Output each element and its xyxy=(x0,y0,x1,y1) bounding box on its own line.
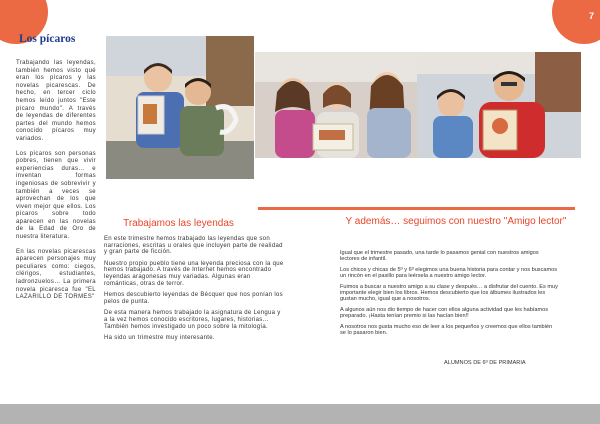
middle-paragraph: Nuestro propio pueblo tiene una leyenda preciosa con la que hemos trabajado. A través de Internet hemos encontrado leyendas aragonesas muy variadas. Algunas eran románticas, otras de terror. xyxy=(104,260,284,287)
middle-heading: Trabajamos las leyendas xyxy=(123,218,234,229)
footer-bar xyxy=(0,404,600,424)
left-title: Los pícaros xyxy=(19,33,76,45)
right-paragraph: Fuimos a buscar a nuestro amigo a su clase y después… a disfrutar del cuento. Es muy importante elegir bien los libros. Hemos descubierto que los álbumes ilustrados les gustan mucho, igual que a nosotros. xyxy=(340,284,558,303)
right-heading: Y además… seguimos con nuestro "Amigo lector" xyxy=(345,216,567,227)
right-paragraph: Los chicos y chicas de 5º y 6º elegimos una buena historia para contar y nos buscamos un rincón en el pasillo para leérsela a nuestro amigo lector. xyxy=(340,267,558,280)
section-divider xyxy=(258,207,575,210)
middle-paragraph: Ha sido un trimestre muy interesante. xyxy=(104,335,215,342)
left-column xyxy=(16,60,96,309)
left-paragraph: En las novelas picarescas aparecen personajes muy peculiares como: ciegos, clérigos, estudiantes, ladronzuelos… La primera novela picaresca fue "EL LAZARILLO DE TORMES" xyxy=(16,248,96,301)
right-column xyxy=(340,250,558,341)
right-paragraph: Igual que el trimestre pasado, una tarde lo pasamos genial con nuestros amigos lectores de infantil. xyxy=(340,250,539,263)
photo-boys-book xyxy=(417,52,581,158)
left-paragraph: Los pícaros son personas pobres, tienen que vivir experiencias duras… e inventan formas ingeniosas de sobrevivir y también a veces se aprovechan de los que viven mejor que ellos. Los pícaros sobre todo aparecen en las novelas de la Edad de Oro de nuestra literatura. xyxy=(16,150,96,241)
left-paragraph: Trabajando las leyendas, también hemos visto qué eran los pícaros y las novelas picarescas. De hecho, en tercer ciclo hemos leído juntos "Este pícaro mundo". A través de leyendas de diferentes partes del mundo hemos conocido pícaros muy variados. xyxy=(16,60,96,142)
right-paragraph: A nosotros nos gusta mucho eso de leer a los pequeños y creemos que ellos también se lo pasaron bien. xyxy=(340,324,553,337)
middle-paragraph: Hemos descubierto leyendas de Bécquer que nos ponían los pelos de punta. xyxy=(104,292,283,305)
photo-boys-reading xyxy=(106,36,254,179)
middle-paragraph: De esta manera hemos trabajado la asignatura de Lengua y a la vez hemos conocido escritores, lugares, historias… También hemos investigado un poco sobre la mitología. xyxy=(104,310,281,330)
page-number-right: 7 xyxy=(588,11,594,21)
middle-column xyxy=(104,236,284,347)
middle-paragraph: En este trimestre hemos trabajado las leyendas que son narraciones, escritas u orales que incluyen parte de realidad y gran parte de ficción. xyxy=(104,236,283,256)
right-paragraph: A algunos aún nos dio tiempo de hacer con ellos alguna actividad que les habíamos preparado. ¡Hasta tenían premio si las hacían bien!! xyxy=(340,307,549,320)
signature: ALUMNOS DE 6º DE PRIMARIA xyxy=(444,360,526,366)
photo-girls-reading xyxy=(255,52,417,158)
page-number-right-badge xyxy=(552,0,600,44)
